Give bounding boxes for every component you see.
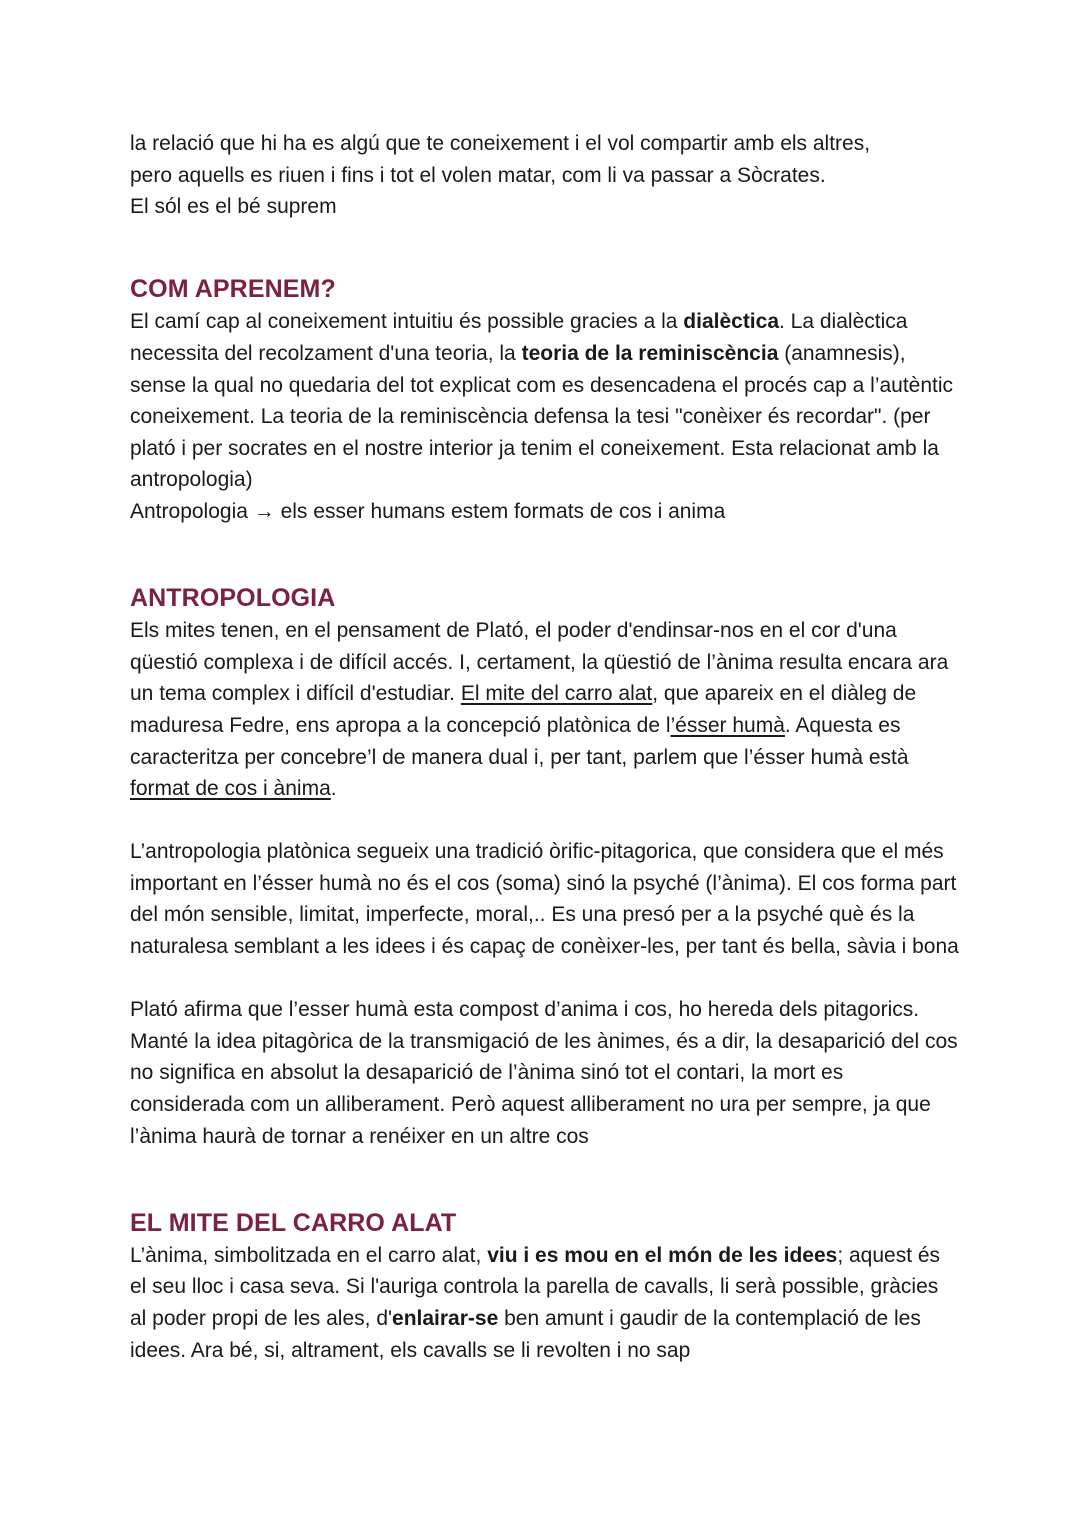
text-run: L’ànima, simbolitzada en el carro alat, — [130, 1243, 488, 1267]
heading-antropologia: ANTROPOLOGIA — [130, 584, 336, 613]
bold-term-enlairar: enlairar-se — [392, 1307, 499, 1330]
intro-line-1: la relació que hi ha es algú que te coneixement i el vol compartir amb els altres, — [130, 132, 871, 155]
text-run: Els mites tenen, en el pensament de Plató, el poder d'endinsar-nos en el cor d'una qüestió complexa i de difícil accés. I, certament, la qüestió de l’ànima resulta encara ara un tema complex i difícil d'estudiar. — [130, 619, 949, 706]
underlined-cos-anima: format de cos i ànima — [130, 777, 331, 801]
intro-paragraph — [130, 128, 960, 223]
text-run: , que apareix en el diàleg de maduresa Fedre, ens apropa a la concepció platònica de l — [130, 682, 917, 737]
text-run: (anamnesis), sense la qual no quedaria del tot explicat com es desencadena el procés cap a l’autèntic coneixement. La teoria de la reminiscència defensa la tesi "conèixer és recordar". (per plató i per socrates en el nostre interior ja tenim el coneixement. Esta relacionat amb la antropologia) — [130, 341, 954, 492]
paragraph-antropologia-2: L’antropologia platònica segueix una tradició òrific-pitagorica, que considera que el més important en l’ésser humà no és el cos (soma) sinó la psyché (l’ànima). El cos forma part del món sensible, limitat, imperfecte, moral,.. Es una presó per a la psyché què és la naturalesa semblant a les idees i és capaç de conèixer-les, per tant és bella, sàvia i bona — [130, 840, 959, 959]
text-run: ; aquest és el seu lloc i casa seva. Si l'auriga controla la parella de cavalls, li serà possible, gràcies al poder propi de les ales, d' — [130, 1243, 941, 1330]
intro-line-2: pero aquells es riuen i fins i tot el volen matar, com li va passar a Sòcrates. — [130, 163, 826, 187]
bold-phrase-mon-idees: viu i es mou en el món de les idees — [487, 1243, 838, 1267]
paragraph-antropologia-note: Antropologia → els esser humans estem formats de cos i anima — [130, 499, 726, 523]
text-run: . — [330, 777, 337, 801]
paragraph-mite-carro-alat — [130, 1240, 960, 1366]
heading-com-aprenem: COM APRENEM? — [130, 275, 336, 304]
bold-term-reminiscencia: teoria de la reminiscència — [521, 341, 779, 365]
underlined-esser-huma: ’ésser humà — [670, 713, 785, 737]
text-run: . Aquesta es caracteritza per concebre’l de manera dual i, per tant, parlem que l’ésser humà està — [130, 713, 909, 769]
paragraph-antropologia-1 — [130, 615, 960, 805]
text-run: ben amunt i gaudir de la contemplació de les idees. Ara bé, si, altrament, els cavalls se li revolten i no sap — [130, 1307, 921, 1362]
paragraph-antropologia-3: Plató afirma que l’esser humà esta compost d’anima i cos, ho hereda dels pitagorics. Manté la idea pitagòrica de la transmigació de les ànimes, és a dir, la desaparició del cos no significa en absolut la desaparició de l’ànima sinó tot el contari, la mort es considerada com un alliberament. Però aquest alliberament no ura per sempre, ja que l’ànima haurà de tornar a renéixer en un altre cos — [130, 998, 958, 1148]
intro-line-3: El sól es el bé suprem — [130, 195, 337, 219]
text-run: El camí cap al coneixement intuitiu és possible gracies a la — [130, 310, 684, 334]
underlined-mite-carro: El mite del carro alat — [460, 682, 653, 706]
text-run: . La dialèctica necessita del recolzament d'una teoria, la — [130, 310, 908, 365]
bold-term-dialectica: dialèctica — [683, 310, 780, 334]
heading-mite-carro-alat: EL MITE DEL CARRO ALAT — [130, 1208, 457, 1237]
paragraph-com-aprenem — [130, 306, 960, 496]
